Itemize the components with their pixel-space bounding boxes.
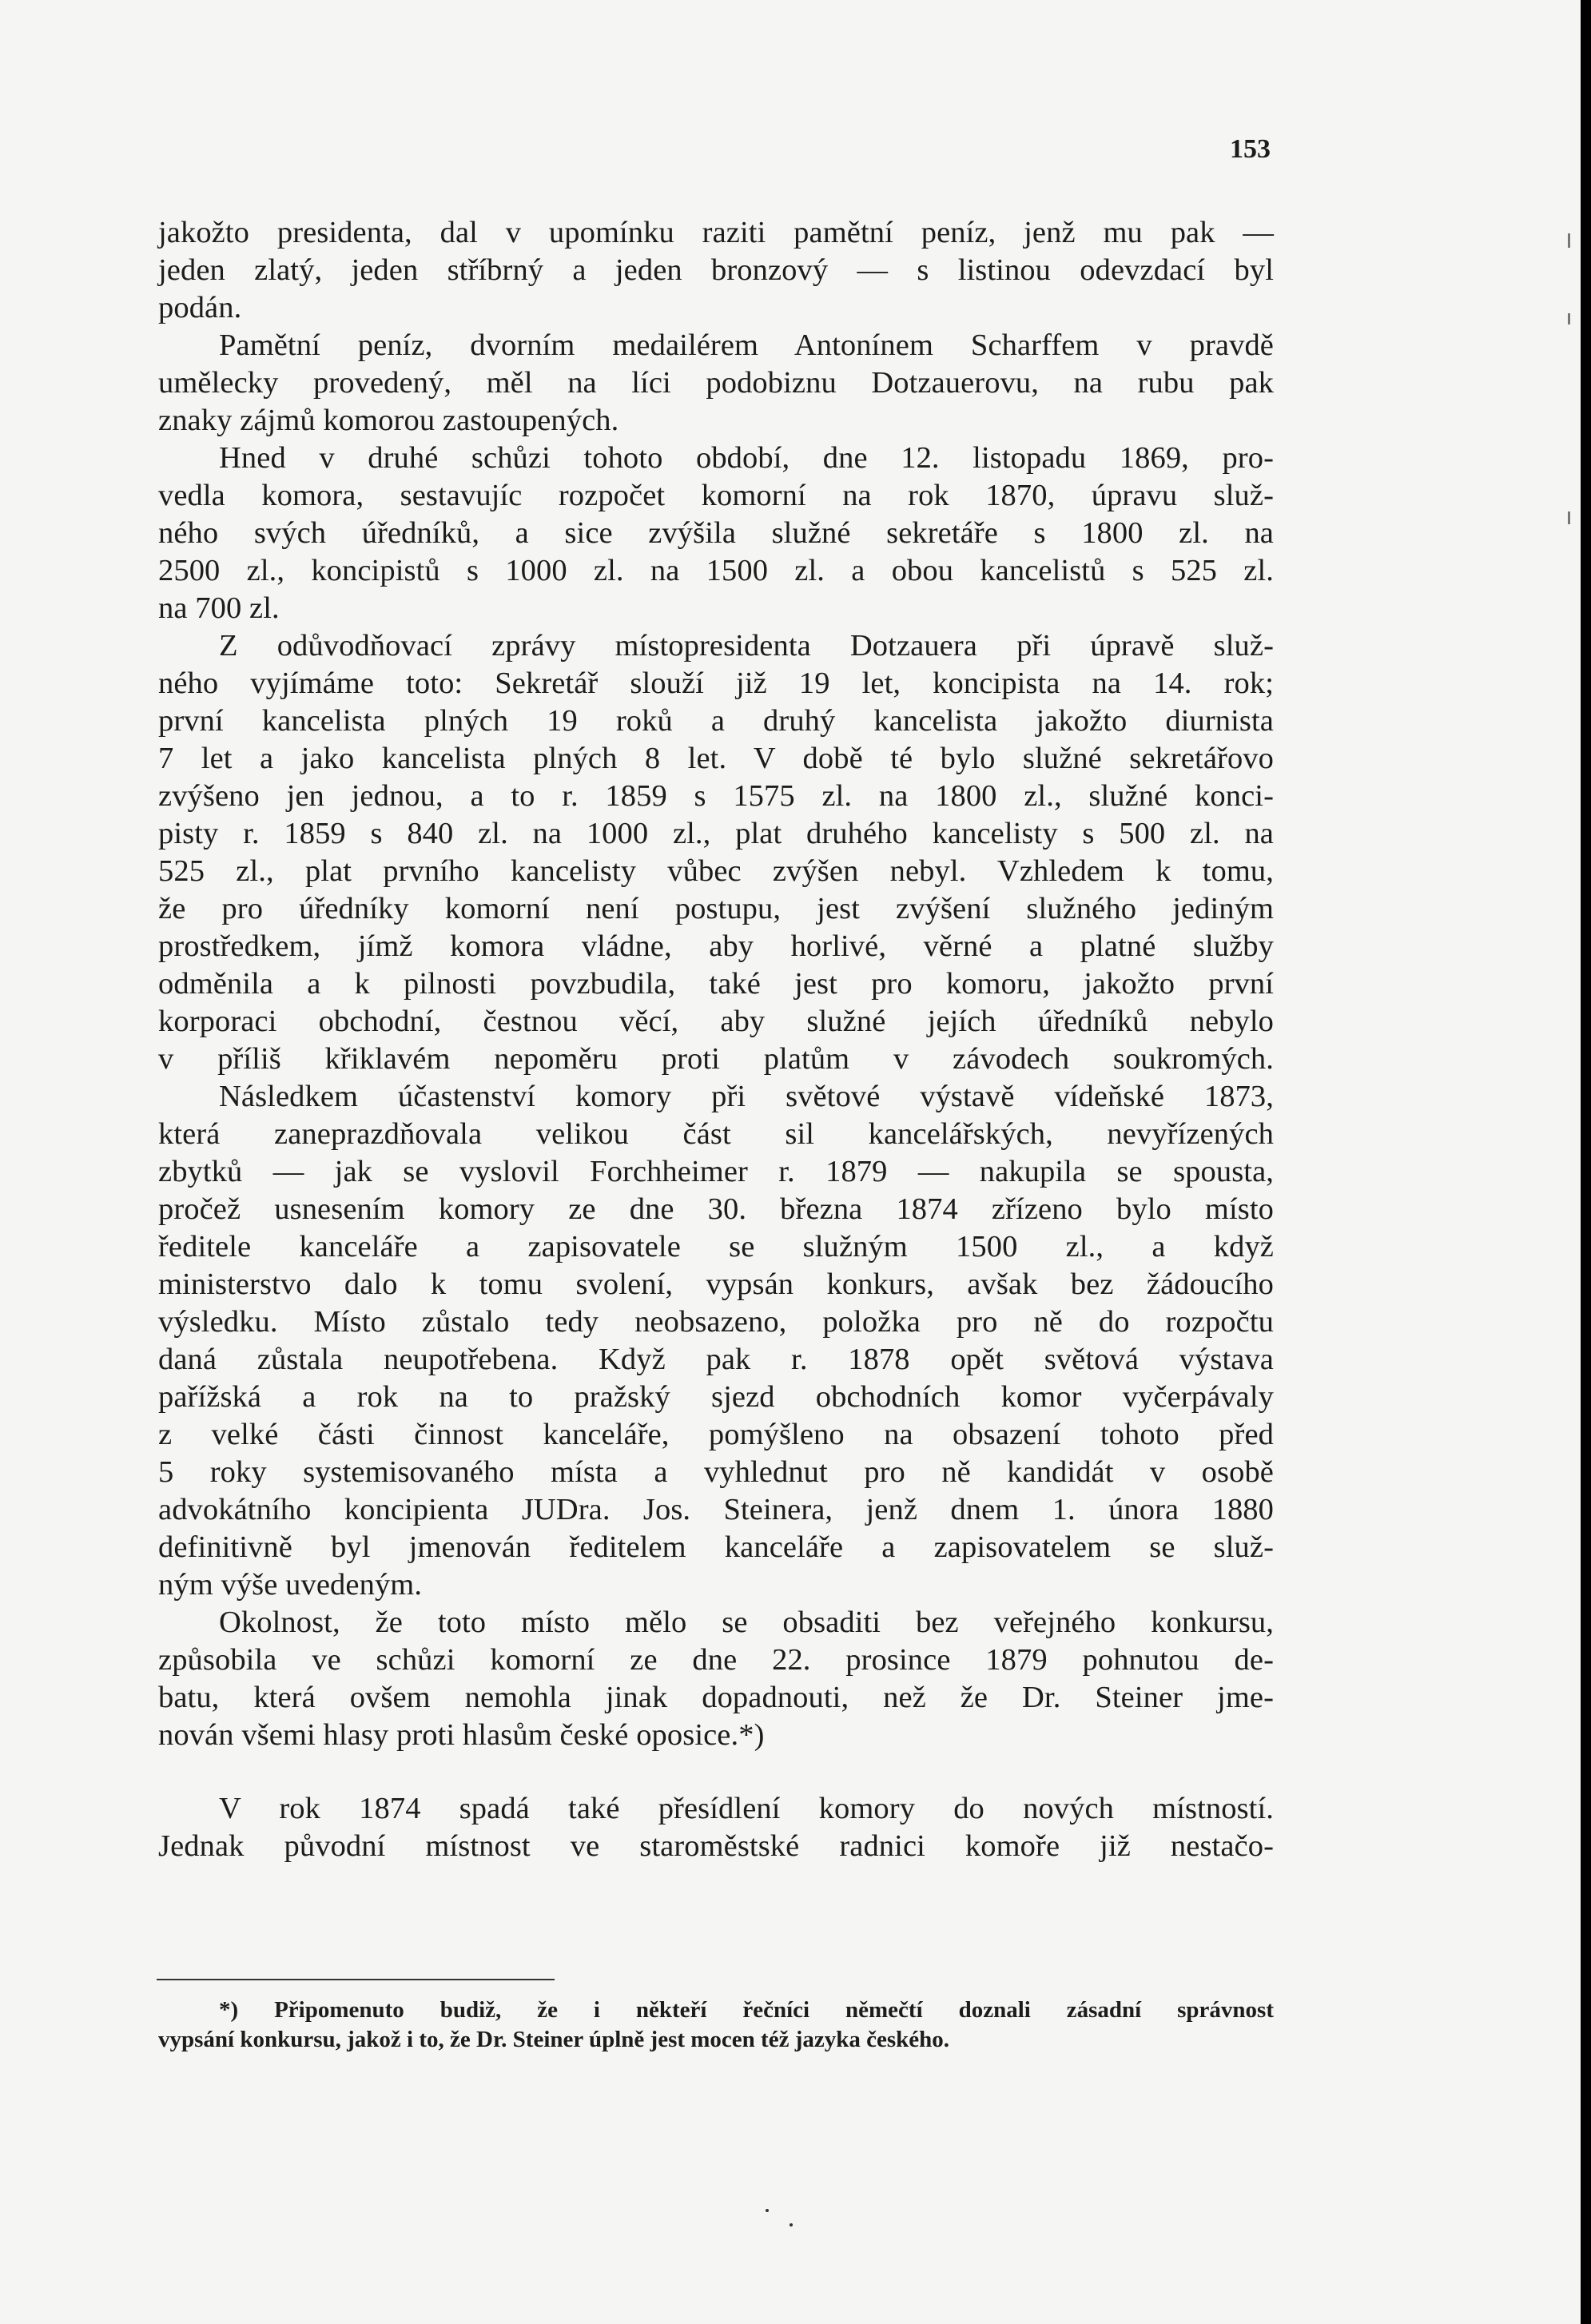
text-line: jakožto presidenta, dal v upomínku raziti pamětní peníz, jenž mu pak — — [158, 216, 1274, 249]
text-line: 525 zl., plat prvního kancelisty vůbec zvýšen nebyl. Vzhledem k tomu, — [158, 854, 1274, 888]
footnote-line: vypsání konkursu, jakož i to, že Dr. Steiner úplně jest mocen též jazyka českého. — [158, 2027, 950, 2052]
text-line: pařížská a rok na to pražský sjezd obchodních komor vyčerpávaly — [158, 1380, 1274, 1414]
text-line: definitivně byl jmenován ředitelem kanceláře a zapisovatelem se služ- — [158, 1530, 1274, 1564]
paragraph-start-line: Následkem účastenství komory při světové výstavě vídeňské 1873, — [219, 1080, 1274, 1113]
print-specks — [759, 2206, 807, 2238]
section-gap — [158, 1754, 1274, 1790]
paragraph-start-line: Pamětní peníz, dvorním medailérem Antonínem Scharffem v pravdě — [219, 328, 1274, 362]
text-line: podán. — [158, 291, 242, 324]
text-line: ministerstvo dalo k tomu svolení, vypsán konkurs, avšak bez žádoucího — [158, 1267, 1274, 1301]
text-line: první kancelista plných 19 roků a druhý kancelista jakožto diurnista — [158, 704, 1274, 738]
text-line: daná zůstala neupotřebena. Když pak r. 1878 opět světová výstava — [158, 1343, 1274, 1376]
text-line: ným výše uvedeným. — [158, 1568, 423, 1602]
text-line: umělecky provedený, měl na líci podobiznu Dotzauerovu, na rubu pak — [158, 366, 1274, 400]
text-line: advokátního koncipienta JUDra. Jos. Steinera, jenž dnem 1. února 1880 — [158, 1493, 1274, 1526]
text-line: jeden zlatý, jeden stříbrný a jeden bronzový — s listinou odevzdací byl — [158, 253, 1274, 287]
text-line: na 700 zl. — [158, 591, 280, 625]
edge-mark — [1568, 511, 1570, 524]
text-line: prostředkem, jímž komora vládne, aby horlivé, věrné a platné služby — [158, 929, 1274, 963]
text-line: která zaneprazdňovala velikou část sil kancelářských, nevyřízených — [158, 1117, 1274, 1151]
text-line: 7 let a jako kancelista plných 8 let. V době té bylo služné sekretářovo — [158, 742, 1274, 775]
text-line: korporaci obchodní, čestnou věcí, aby služné jejích úředníků nebylo — [158, 1005, 1274, 1038]
text-line: ředitele kanceláře a zapisovatele se služným 1500 zl., a když — [158, 1230, 1274, 1263]
body-text — [158, 214, 1274, 1865]
text-line: pisty r. 1859 s 840 zl. na 1000 zl., plat druhého kancelisty s 500 zl. na — [158, 817, 1274, 850]
text-line: zbytků — jak se vyslovil Forchheimer r. 1879 — nakupila se spousta, — [158, 1155, 1274, 1188]
paragraph-start-line: Z odůvodňovací zprávy místopresidenta Dotzauera při úpravě služ- — [219, 629, 1274, 663]
paragraph-start-line: Hned v druhé schůzi tohoto období, dne 12. listopadu 1869, pro- — [219, 441, 1274, 475]
text-line: ného svých úředníků, a sice zvýšila služné sekretáře s 1800 zl. na — [158, 516, 1274, 550]
text-line: batu, která ovšem nemohla jinak dopadnouti, než že Dr. Steiner jme- — [158, 1681, 1274, 1714]
text-line: 5 roky systemisovaného místa a vyhlednut pro ně kandidát v osobě — [158, 1455, 1274, 1489]
text-line: odměnila a k pilnosti povzbudila, také jest pro komoru, jakožto první — [158, 967, 1274, 1001]
speck — [766, 2209, 769, 2212]
text-line: pročež usnesením komory ze dne 30. března 1874 zřízeno bylo místo — [158, 1192, 1274, 1226]
text-line: výsledku. Místo zůstalo tedy neobsazeno, položka pro ně do rozpočtu — [158, 1305, 1274, 1339]
footnote-line: *) Připomenuto budiž, že i někteří řečníci němečtí doznali zásadní správnost — [219, 1997, 1274, 2023]
text-line: zvýšeno jen jednou, a to r. 1859 s 1575 zl. na 1800 zl., služné konci- — [158, 779, 1274, 813]
text-line: vedla komora, sestavujíc rozpočet komorní na rok 1870, úpravu služ- — [158, 479, 1274, 512]
text-line: 2500 zl., koncipistů s 1000 zl. na 1500 zl. a obou kancelistů s 525 zl. — [158, 554, 1274, 587]
text-line: v příliš křiklavém nepoměru proti platům v závodech soukromých. — [158, 1042, 1274, 1076]
footnote-divider — [157, 1979, 555, 1980]
edge-mark — [1568, 313, 1570, 324]
paragraph-start-line: Okolnost, že toto místo mělo se obsaditi bez veřejného konkursu, — [219, 1606, 1274, 1639]
text-line: nován všemi hlasy proti hlasům české oposice.*) — [158, 1718, 765, 1752]
text-line: znaky zájmů komorou zastoupených. — [158, 404, 619, 437]
speck — [790, 2223, 793, 2227]
text-line: že pro úředníky komorní není postupu, jest zvýšení služného jediným — [158, 892, 1274, 925]
text-line: Jednak původní místnost ve staroměstské radnici komoře již nestačo- — [158, 1829, 1274, 1863]
paragraph-start-line: V rok 1874 spadá také přesídlení komory do nových místností. — [219, 1792, 1274, 1825]
text-line: ného vyjímáme toto: Sekretář slouží již 19 let, koncipista na 14. rok; — [158, 667, 1274, 700]
page-number: 153 — [1230, 134, 1271, 164]
text-line: z velké části činnost kanceláře, pomýšleno na obsazení tohoto před — [158, 1418, 1274, 1451]
text-line: způsobila ve schůzi komorní ze dne 22. prosince 1879 pohnutou de- — [158, 1643, 1274, 1677]
edge-mark — [1568, 233, 1570, 248]
footnote — [158, 1996, 1274, 2055]
